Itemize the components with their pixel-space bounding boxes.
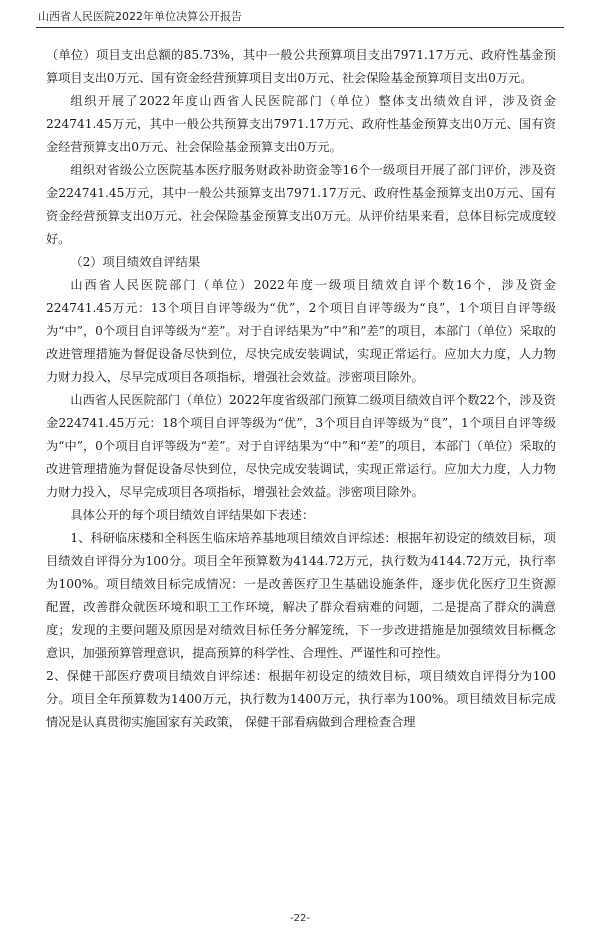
paragraph-project-1: 1、科研临床楼和全科医生临床培养基地项目绩效自评综述：根据年初设定的绩效目标，项目绩效自评得分为100分。项目全年预算数为4144.72万元，执行数为4144.72万元，执行率为100%。项目绩效目标完成情况：一是改善医疗卫生基础设施条件，逐步优化医疗卫生资源配置，改善群众就医环境和职工工作环境，解决了群众看病难的问题，二是提高了群众的满意度；发现的主要问题及原因是对绩效目标任务分解笼统，下一步改进措施是加强绩效目标概念意识，加强预算管理意识，提高预算的科学性、合理性、严谨性和可控性。 (46, 531, 556, 660)
paragraph-level2-projects: 山西省人民医院部门（单位）2022年度省级部门预算二级项目绩效自评个数22个，涉及资金224741.45万元：18个项目自评等级为“优”，3个项目自评等级为“良”，1个项目自评等级为“中”，0个项目自评等级为“差”。对于自评结果为“中”和“差”的项目，本部门（单位）采取的改进管理措施为督促设备尽快到位，尽快完成安装调试，实现正常运行。应加大力度，人力物力财力投入，尽早完成项目各项指标，增强社会效益。涉密项目除外。 (46, 393, 556, 499)
paragraph-overall-evaluation: 组织开展了2022年度山西省人民医院部门（单位）整体支出绩效自评，涉及资金224741.45万元，其中一般公共预算支出7971.17万元、政府性基金预算支出0万元、国有资金经营预算支出0万元、社会保险基金预算支出0万元。 (46, 94, 556, 154)
section-heading-self-evaluation: （2）项目绩效自评结果 (70, 255, 201, 269)
document-body (46, 44, 556, 734)
paragraph-level1-projects: 山西省人民医院部门（单位）2022年度一级项目绩效自评个数16个，涉及资金224741.45万元：13个项目自评等级为“优”，2个项目自评等级为“良”，1个项目自评等级为“中”，0个项目自评等级为“差”。对于自评结果为”中”和”差”的项目，本部门（单位）采取的改进管理措施为督促设备尽快到位，尽快完成安装调试，实现正常运行。应加大力度，人力物力财力投入，尽早完成项目各项指标，增强社会效益。涉密项目除外。 (46, 278, 556, 384)
paragraph-project-expenditure: （单位）项目支出总额的85.73%，其中一般公共预算项目支出7971.17万元、政府性基金预算项目支出0万元、国有资金经营预算项目支出0万元、社会保险基金预算项目支出0万元。 (46, 48, 556, 85)
paragraph-department-evaluation: 组织对省级公立医院基本医疗服务财政补助资金等16个一级项目开展了部门评价，涉及资金224741.45万元，其中一般公共预算支出7971.17万元、政府性基金预算支出0万元、国有资金经营预算支出0万元、社会保险基金预算支出0万元。从评价结果来看，总体目标完成度较好。 (46, 163, 556, 246)
page-header: 山西省人民医院2022年单位决算公开报告 (38, 10, 242, 23)
header-divider (36, 27, 564, 28)
paragraph-intro-details: 具体公开的每个项目绩效自评结果如下表述： (70, 508, 315, 522)
page-number: -22- (290, 913, 310, 924)
paragraph-project-2: 2、保健干部医疗费项目绩效自评综述：根据年初设定的绩效目标，项目绩效自评得分为100分。项目全年预算数为1400万元，执行数为1400万元，执行率为100%。项目绩效目标完成情况是认真贯彻实施国家有关政策， 保健干部看病做到合理检查合理 (46, 669, 556, 729)
